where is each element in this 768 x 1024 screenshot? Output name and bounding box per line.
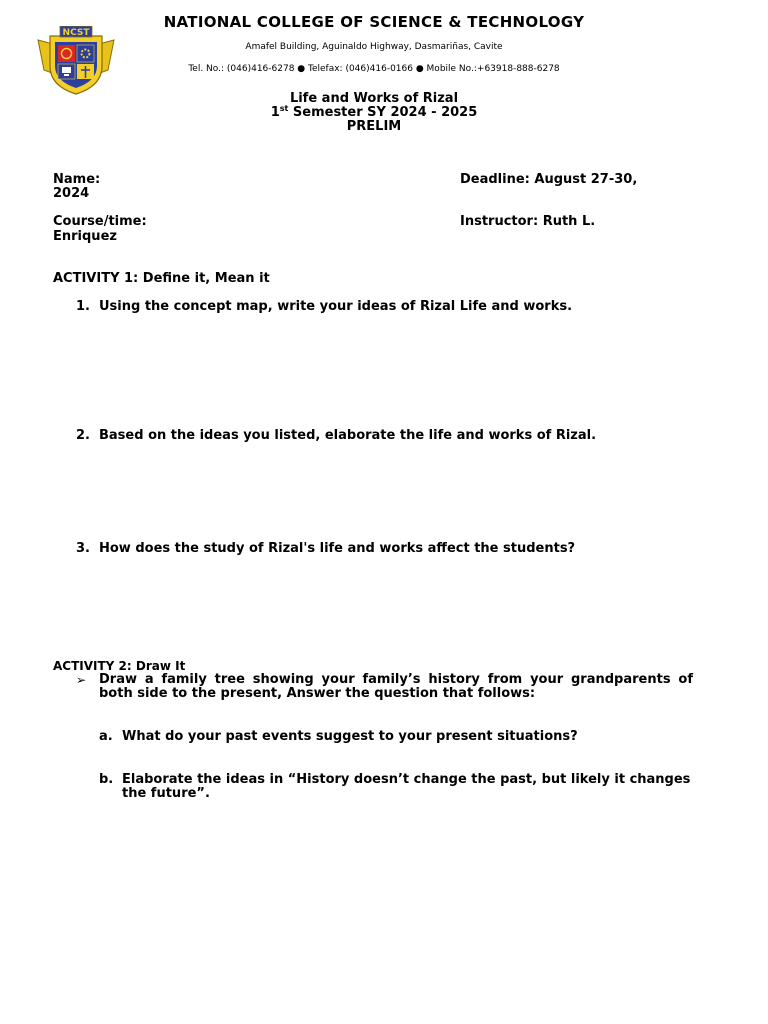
sub-question-item — [99, 773, 693, 801]
question-number: 2. — [76, 428, 90, 443]
instruction-text: Draw a family tree showing your family’s history from your grandparents of both side to the present, Answer the question that follows: — [99, 672, 693, 701]
course-title: Life and Works of Rizal — [289, 91, 459, 106]
activity-2-title: ACTIVITY 2: Draw It — [53, 659, 186, 673]
school-name: NATIONAL COLLEGE OF SCIENCE & TECHNOLOGY — [163, 13, 585, 31]
question-number: 1. — [76, 299, 90, 314]
question-text: Based on the ideas you listed, elaborate the life and works of Rizal. — [99, 428, 597, 443]
activity-1-title: ACTIVITY 1: Define it, Mean it — [53, 271, 270, 286]
semester-title — [0, 106, 748, 120]
sub-question-text: Elaborate the ideas in “History doesn’t change the past, but likely it changes the future”. — [122, 772, 691, 801]
school-contact: Tel. No.: (046)416-6278 ● Telefax: (046)416-0166 ● Mobile No.:+63918-888-6278 — [188, 64, 560, 74]
sub-question-letter: b. — [99, 772, 114, 787]
logo-lettering: NCST — [62, 28, 90, 38]
instructor-surname: Enriquez — [53, 229, 117, 244]
semester-year: Semester SY 2024 - 2025 — [288, 105, 478, 120]
question-item — [76, 300, 716, 314]
question-text: How does the study of Rizal's life and works affect the students? — [99, 541, 576, 556]
sub-question-letter: a. — [99, 729, 113, 744]
question-number: 3. — [76, 541, 90, 556]
semester-number: 1 — [270, 105, 280, 120]
deadline-year: 2024 — [53, 186, 90, 201]
arrow-bullet-icon: ➢ — [76, 673, 87, 687]
question-item — [76, 542, 716, 556]
semester-ordinal: st — [279, 104, 289, 113]
school-address: Amafel Building, Aguinaldo Highway, Dasmariñas, Cavite — [245, 42, 503, 52]
question-item — [76, 429, 716, 443]
deadline-label: Deadline: August 27-30, — [460, 172, 638, 187]
name-label: Name: — [53, 172, 101, 187]
sub-question-text: What do your past events suggest to your present situations? — [122, 729, 578, 744]
course-time-label: Course/time: — [53, 214, 147, 229]
question-text: Using the concept map, write your ideas of Rizal Life and works. — [99, 299, 573, 314]
instructor-label: Instructor: Ruth L. — [460, 214, 596, 229]
term-title: PRELIM — [346, 119, 402, 134]
activity-2-instruction — [76, 673, 693, 701]
sub-question-item — [99, 730, 693, 744]
ncst-seal-logo — [34, 26, 118, 96]
